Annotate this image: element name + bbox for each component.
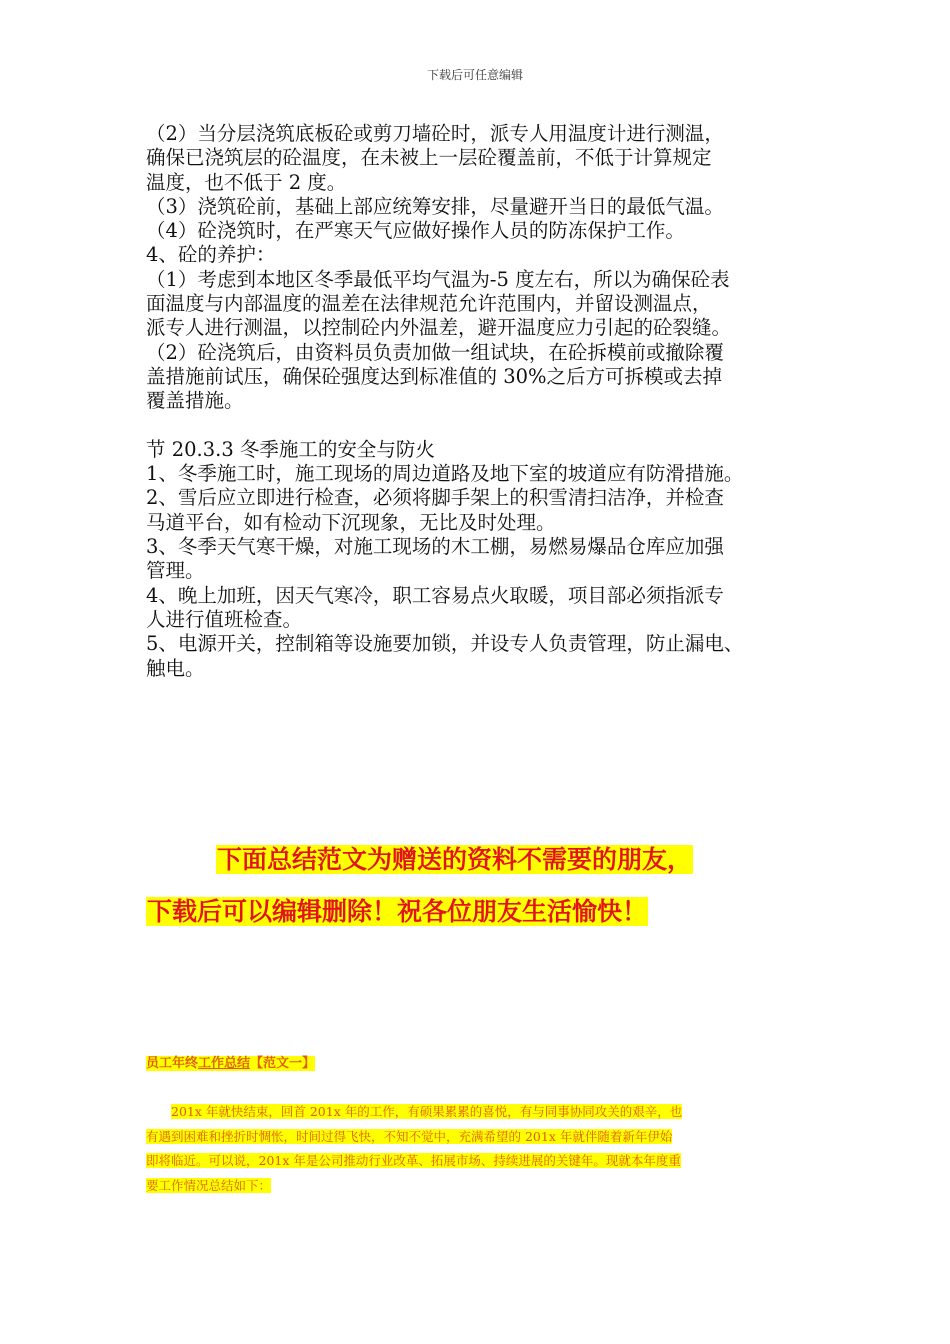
section-line: 3、冬季天气寒干燥，对施工现场的木工棚，易燃易爆品仓库应加强 <box>146 535 724 559</box>
promo-banner-line-1 <box>216 844 693 876</box>
body-line: 4、砼的养护： <box>146 243 276 267</box>
body-line: （3）浇筑砼前，基础上部应统筹安排，尽量避开当日的最低气温。 <box>146 194 724 218</box>
section-line: 5、电源开关，控制箱等设施要加锁，并设专人负责管理，防止漏电、 <box>146 632 744 656</box>
essay-title <box>146 1054 315 1074</box>
body-line: （2）当分层浇筑底板砼或剪刀墙砼时，派专人用温度计进行测温， <box>146 122 724 145</box>
body-line: 面温度与内部温度的温差在法律规范允许范围内，并留设测温点， <box>146 292 712 316</box>
section-line: 1、冬季施工时，施工现场的周边道路及地下室的坡道应有防滑措施。 <box>146 462 744 486</box>
document-body <box>146 122 826 681</box>
essay-line-text: 201x 年就快结束，回首 201x 年的工作，有硕果累累的喜悦，有与同事协同攻关的艰辛，也 <box>171 1104 683 1119</box>
body-line: （1）考虑到本地区冬季最低平均气温为-5 度左右，所以为确保砼表 <box>146 267 730 291</box>
section-heading: 节 20.3.3 冬季施工的安全与防火 <box>146 437 435 461</box>
essay-line-text: 要工作情况总结如下： <box>146 1177 272 1193</box>
paragraph-gap <box>146 414 826 438</box>
promo-text: 下载后可以编辑删除！祝各位朋友生活愉快！ <box>147 897 648 926</box>
essay-title-link[interactable]: 工作总结 <box>198 1056 251 1071</box>
section-line: 触电。 <box>146 656 205 680</box>
essay-line <box>146 1125 806 1150</box>
body-line: （4）砼浇筑时，在严寒天气应做好操作人员的防冻保护工作。 <box>146 219 685 243</box>
body-line: 覆盖措施。 <box>146 389 244 413</box>
body-line: 确保已浇筑层的砼温度，在未被上一层砼覆盖前，不低于计算规定 <box>146 146 712 170</box>
body-line: （2）砼浇筑后，由资料员负责加做一组试块，在砼拆模前或撤除覆 <box>146 340 724 364</box>
section-line: 人进行值班检查。 <box>146 607 303 631</box>
essay-title-prefix: 员工年终 <box>146 1056 199 1071</box>
section-line: 2、雪后应立即进行检查，必须将脚手架上的积雪清扫洁净，并检查 <box>146 486 724 510</box>
essay-title-suffix: 【范文一】 <box>250 1056 316 1071</box>
section-line: 马道平台，如有检动下沉现象，无比及时处理。 <box>146 510 556 534</box>
essay-line-text: 有遇到困难和挫折时惆怅，时间过得飞快，不知不觉中，充满希望的 201x 年就伴随着新年伊始 <box>146 1128 673 1144</box>
promo-text: 下面总结范文为赠送的资料不需要的朋友， <box>217 845 693 874</box>
body-line: 温度，也不低于 2 度。 <box>146 170 347 194</box>
essay-line <box>146 1149 806 1174</box>
page-header: 下载后可任意编辑 <box>426 68 523 82</box>
essay-line-text: 即将临近。可以说，201x 年是公司推动行业改革、拓展市场、持续进展的关键年。现就本年度重 <box>146 1153 681 1168</box>
promo-banner-line-2 <box>146 896 648 928</box>
body-line: 盖措施前试压，确保砼强度达到标准值的 30%之后方可拆模或去掉 <box>146 364 723 388</box>
essay-body <box>146 1100 806 1198</box>
section-line: 4、晚上加班，因天气寒冷，职工容易点火取暖，项目部必须指派专 <box>146 583 724 607</box>
essay-line <box>146 1174 806 1199</box>
essay-line <box>146 1100 806 1125</box>
section-line: 管理。 <box>146 559 205 583</box>
body-line: 派专人进行测温，以控制砼内外温差，避开温度应力引起的砼裂缝。 <box>146 316 732 340</box>
